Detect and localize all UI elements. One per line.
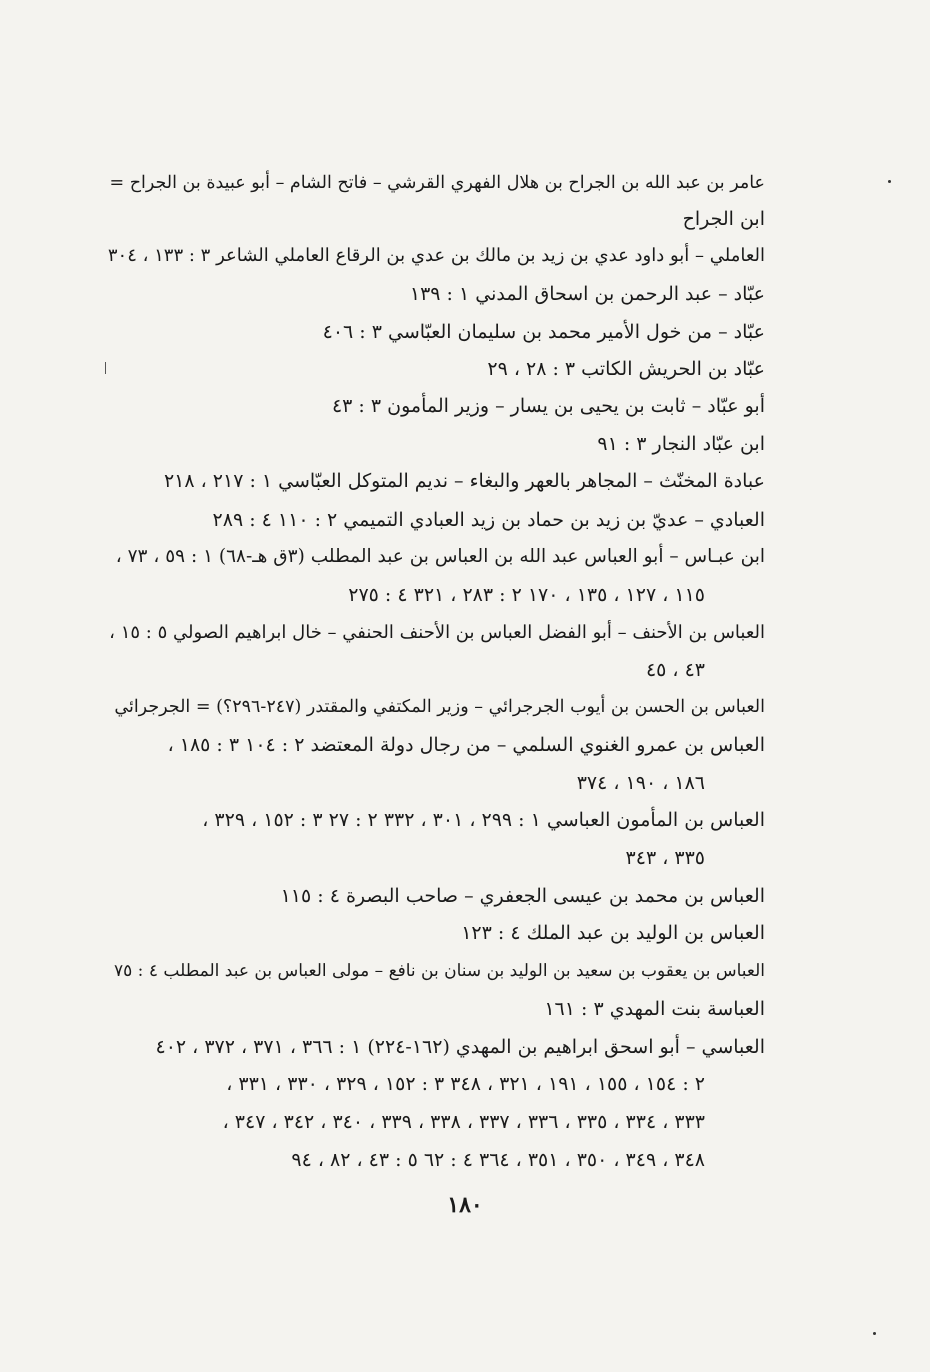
index-line: ١٨٦ ، ١٩٠ ، ٣٧٤ xyxy=(576,772,705,794)
index-line: العباس بن الوليد بن عبد الملك ٤ : ١٢٣ xyxy=(461,922,765,944)
index-line: ٣٣٣ ، ٣٣٤ ، ٣٣٥ ، ٣٣٦ ، ٣٣٧ ، ٣٣٨ ، ٣٣٩ ، ٣٤٠ ، ٣٤٢ ، ٣٤٧ ، xyxy=(222,1111,705,1133)
index-line: العبادي – عديّ بن زيد بن حماد بن زيد العبادي التميمي ٢ : ١١٠ ٤ : ٢٨٩ xyxy=(212,509,765,531)
index-line: العباس بن المأمون العباسي ١ : ٢٩٩ ، ٣٠١ ، ٣٣٢ ٢ : ٢٧ ٣ : ١٥٢ ، ٣٢٩ ، xyxy=(202,809,765,831)
index-line: العباس بن محمد بن عيسى الجعفري – صاحب البصرة ٤ : ١١٥ xyxy=(280,885,765,907)
page-number: ١٨٠ xyxy=(447,1192,483,1218)
index-line: عبادة المخنّث – المجاهر بالعهر والبغاء – نديم المتوكل العبّاسي ١ : ٢١٧ ، ٢١٨ xyxy=(163,470,765,492)
index-line: ١١٥ ، ١٢٧ ، ١٣٥ ، ١٧٠ ٢ : ٢٨٣ ، ٣٢١ ٤ : ٢٧٥ xyxy=(348,584,705,606)
index-line: ٣٤٨ ، ٣٤٩ ، ٣٥٠ ، ٣٥١ ، ٣٦٤ ٤ : ٦٢ ٥ : ٤٣ ، ٨٢ ، ٩٤ xyxy=(291,1149,705,1171)
index-line: العباسة بنت المهدي ٣ : ١٦١ xyxy=(544,998,765,1020)
index-line: عبّاد – عبد الرحمن بن اسحاق المدني ١ : ١٣٩ xyxy=(409,283,765,305)
index-line: ابن عبّاد النجار ٣ : ٩١ xyxy=(597,433,765,455)
index-line: ابن الجراح xyxy=(682,208,765,230)
index-line: عامر بن عبد الله بن الجراح بن هلال الفهري القرشي – فاتح الشام – أبو عبيدة بن الجراح = xyxy=(109,173,765,193)
index-line: أبو عبّاد – ثابت بن يحيى بن يسار – وزير المأمون ٣ : ٤٣ xyxy=(331,395,765,417)
ink-mark xyxy=(105,362,106,374)
index-line: العباسي – أبو اسحق ابراهيم بن المهدي (١٦٢-٢٢٤) ١ : ٣٦٦ ، ٣٧١ ، ٣٧٢ ، ٤٠٢ xyxy=(155,1036,765,1058)
index-line: ٤٣ ، ٤٥ xyxy=(645,659,705,681)
index-line: ابن عبـاس – أبو العباس عبد الله بن العباس بن عبد المطلب (٣ق هـ-٦٨) ١ : ٥٩ ، ٧٣ ، xyxy=(115,546,765,567)
ink-speck xyxy=(888,180,891,183)
index-line: عبّاد بن الحريش الكاتب ٣ : ٢٨ ، ٢٩ xyxy=(487,358,765,380)
index-line: العاملي – أبو داود عدي بن زيد بن مالك بن عدي بن الرقاع العاملي الشاعر ٣ : ١٣٣ ، ٣٠٤ xyxy=(107,245,765,266)
index-line: ٢ : ١٥٤ ، ١٥٥ ، ١٩١ ، ٣٢١ ، ٣٤٨ ٣ : ١٥٢ ، ٣٢٩ ، ٣٣٠ ، ٣٣١ ، xyxy=(226,1073,705,1095)
index-line: العباس بن يعقوب بن سعيد بن الوليد بن سنان بن نافع – مولى العباس بن عبد المطلب ٤ : ٧٥ xyxy=(114,961,765,981)
index-line: ٣٣٥ ، ٣٤٣ xyxy=(625,847,705,869)
index-line: العباس بن الأحنف – أبو الفضل العباس بن الأحنف الحنفي – خال ابراهيم الصولي ٥ : ١٥ ، xyxy=(109,622,765,643)
ink-speck xyxy=(873,1332,876,1335)
index-line: العباس بن عمرو الغنوي السلمي – من رجال دولة المعتضد ٢ : ١٠٤ ٣ : ١٨٥ ، xyxy=(167,734,765,756)
index-line: العباس بن الحسن بن أيوب الجرجرائي – وزير المكتفي والمقتدر (٢٤٧-٢٩٦؟) = الجرجرائي xyxy=(114,697,765,717)
index-line: عبّاد – من خول الأمير محمد بن سليمان العبّاسي ٣ : ٤٠٦ xyxy=(322,321,765,343)
